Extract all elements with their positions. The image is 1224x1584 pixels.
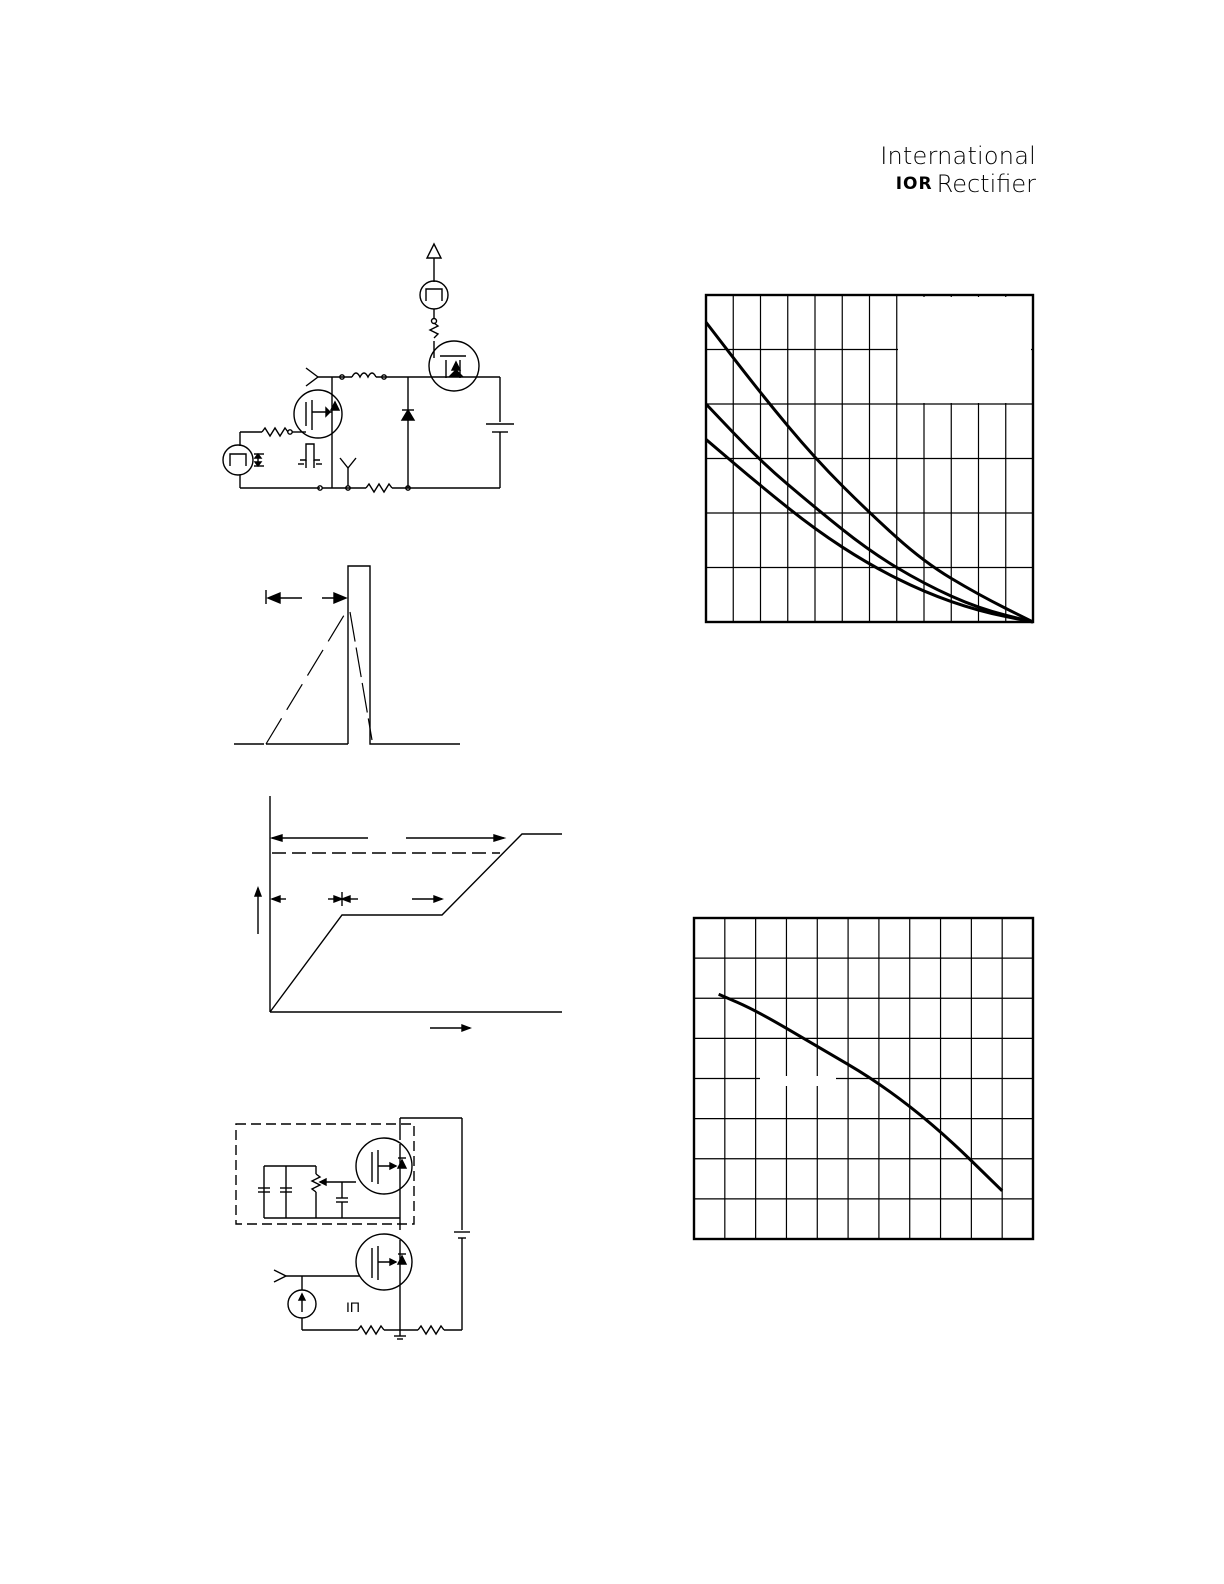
ior-mark: IOR (895, 174, 933, 194)
chart-2 (694, 918, 1033, 1239)
chart-2-grid (694, 918, 1033, 1239)
chart-1-legend-box (898, 297, 1031, 403)
current-sense-resistor-icon (358, 1326, 384, 1334)
gate-charge-waveform (255, 796, 562, 1031)
chart-1 (706, 295, 1033, 622)
series-line-1 (719, 994, 1003, 1191)
diode-icon (402, 410, 414, 420)
mosfet-dut-icon (294, 390, 342, 438)
supply-arrow-icon (427, 244, 441, 258)
sense-resistor-icon (366, 484, 392, 492)
gate-resistor-icon (262, 428, 288, 436)
brand-line-1: International (880, 142, 1036, 170)
chart-2-label-gap (760, 1076, 836, 1086)
test-circuit-diagram (223, 244, 514, 492)
inductor-icon (352, 373, 376, 377)
pulse-source-icon (420, 281, 448, 309)
gate-pulse-source-icon (223, 445, 253, 475)
chart-2-series (719, 994, 1003, 1191)
brand-line-2: Rectifier (936, 170, 1036, 198)
pulse-glyph: ΙΠ (346, 1299, 360, 1315)
switching-waveform (234, 566, 460, 744)
potentiometer-icon (312, 1174, 320, 1192)
